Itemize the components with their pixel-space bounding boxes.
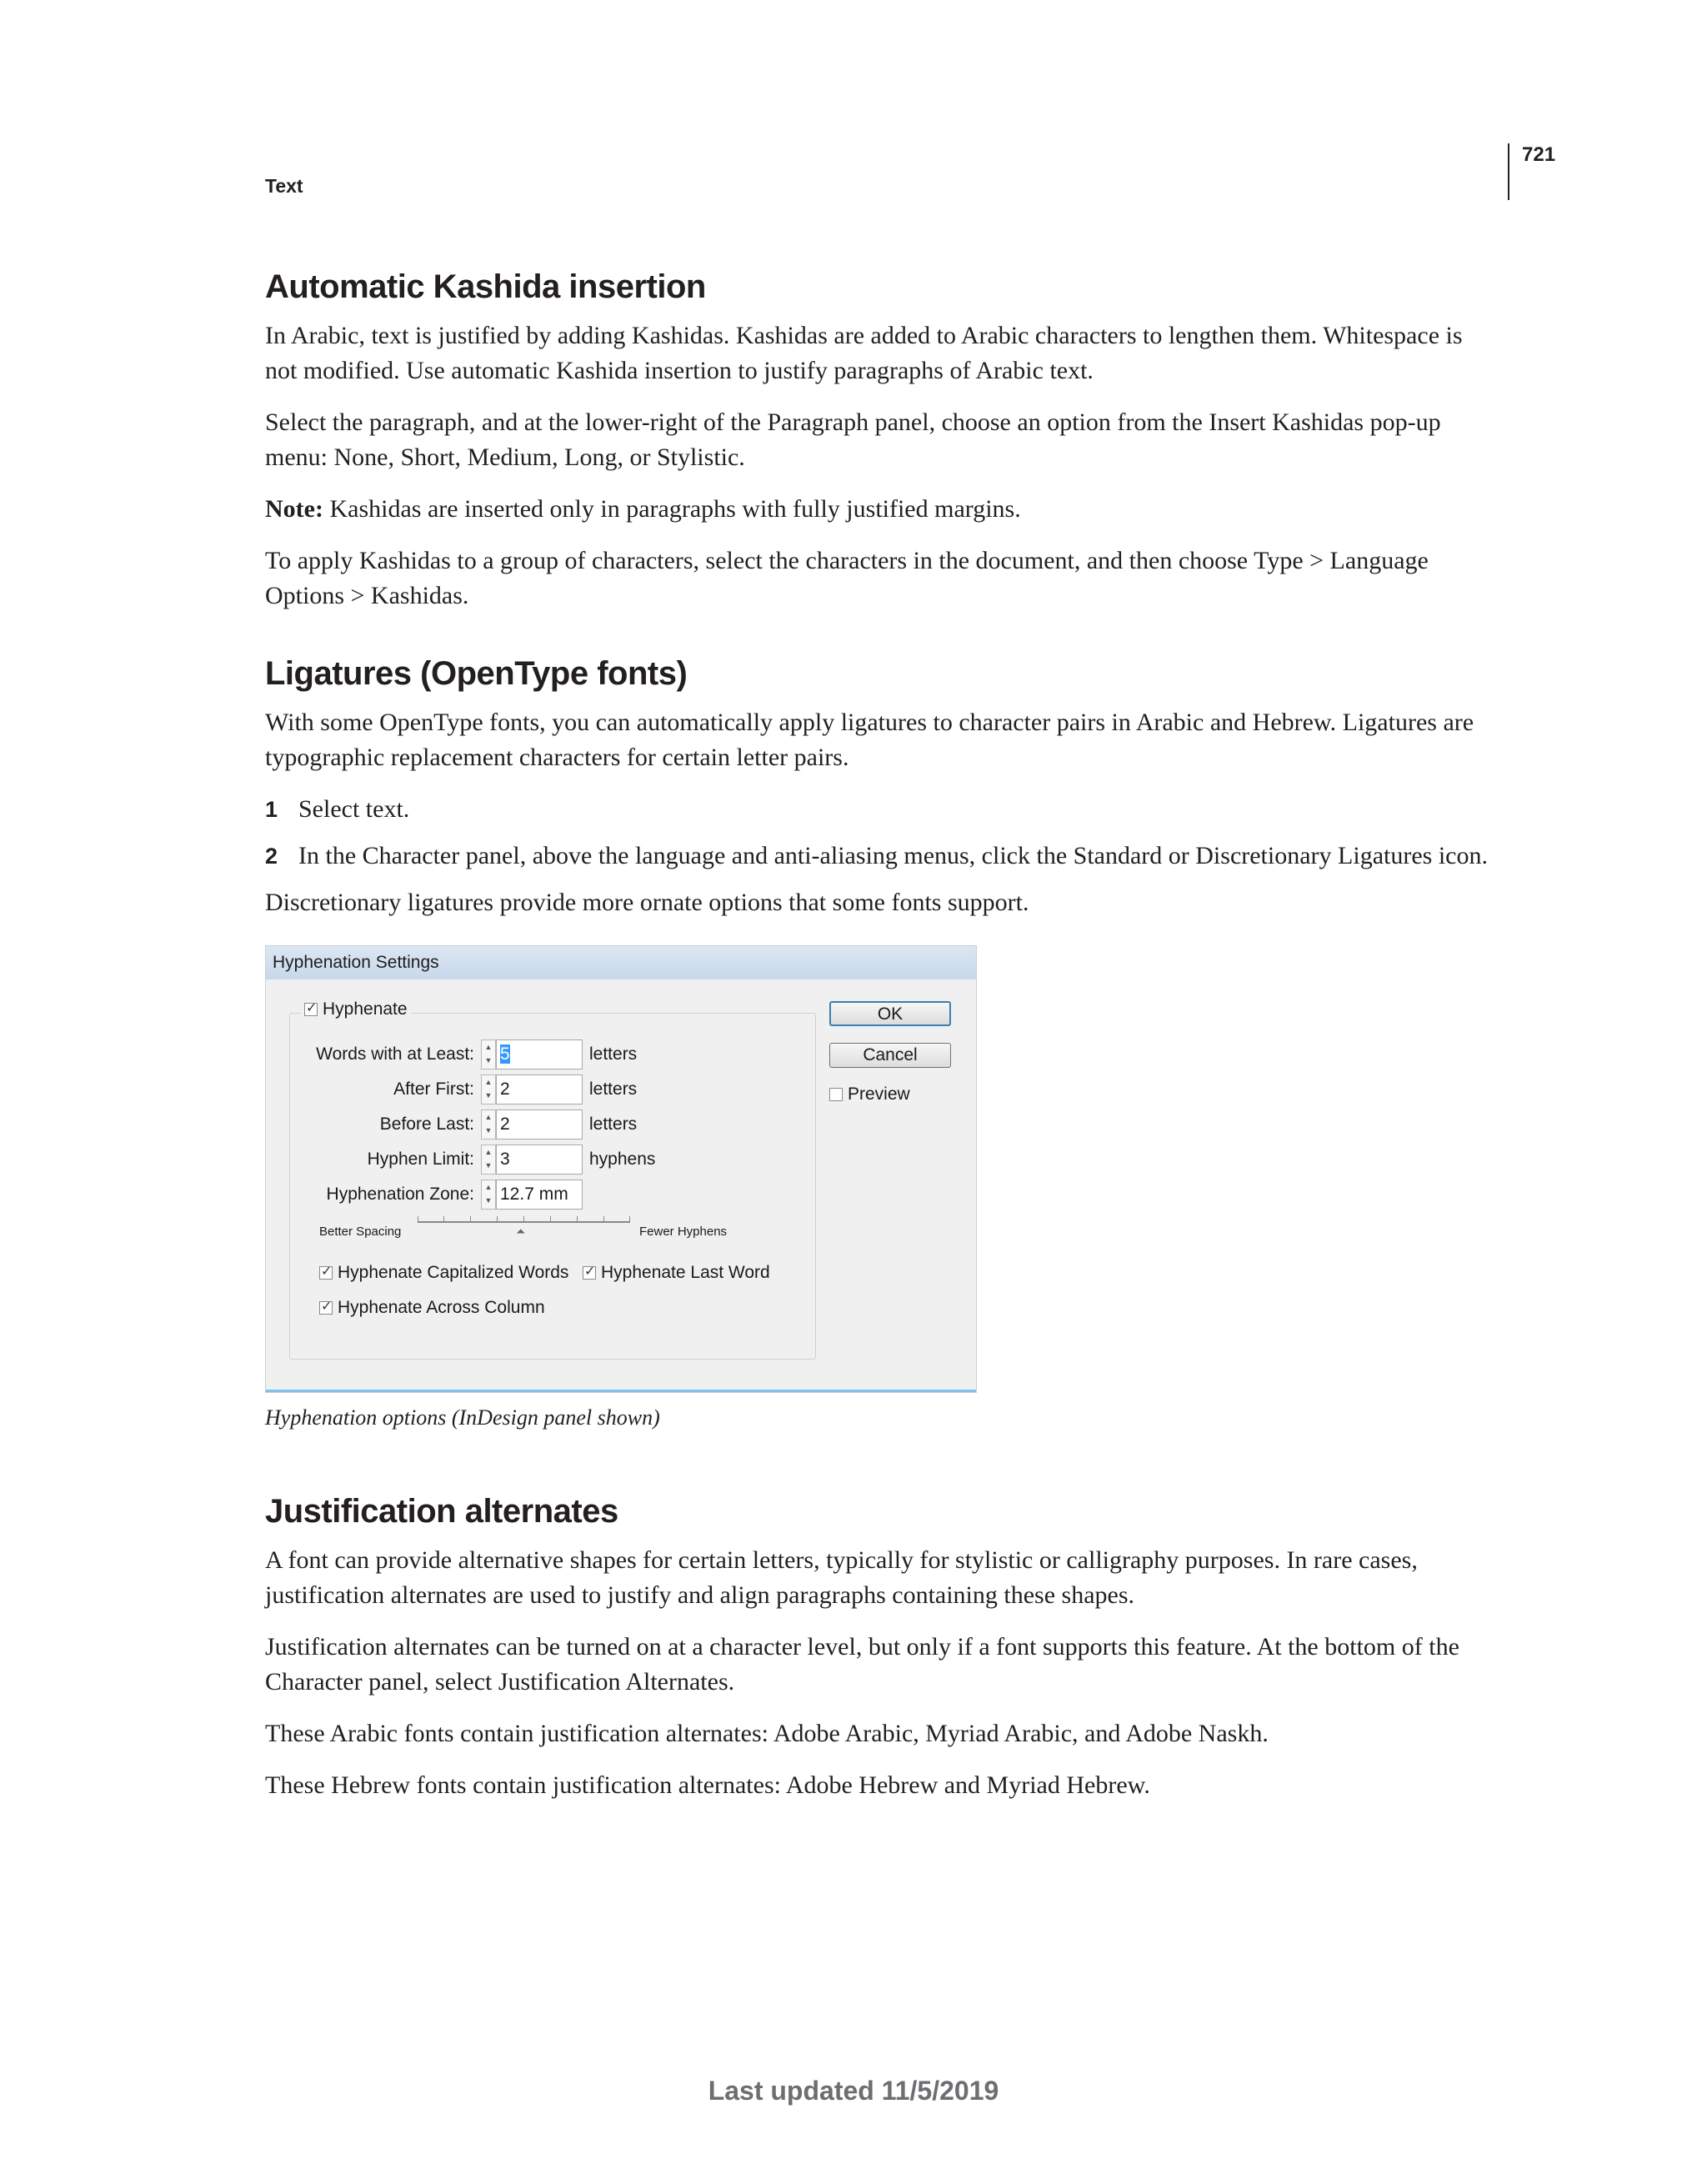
running-head: Text [265,175,303,197]
last-word-checkbox-row[interactable] [583,1263,770,1283]
slider-thumb-icon[interactable]: ⏶ [516,1225,526,1238]
ok-button[interactable]: OK [829,1001,951,1026]
slider-tick [443,1216,444,1223]
preview-checkbox[interactable] [829,1088,843,1101]
hyphenate-checkbox[interactable] [304,1003,318,1016]
section-justification [265,1491,1499,1803]
hyphenation-zone-input[interactable]: 12.7 mm [496,1180,583,1210]
field-unit: hyphens [589,1150,656,1169]
step-number: 1 [265,797,278,822]
last-word-checkbox[interactable] [583,1266,596,1280]
spinner-arrows-icon[interactable]: ▲ ▼ [481,1110,496,1140]
field-label: Hyphen Limit: [367,1150,474,1169]
step-item [265,839,1499,874]
step-text: In the Character panel, above the language and anti-aliasing menus, click the Standard or Discretionary Ligatures icon. [298,842,1488,869]
section-kashida [265,267,1499,614]
step-number: 2 [265,844,278,869]
slider-left-label: Better Spacing [319,1225,402,1239]
slider-tick [523,1216,524,1223]
paragraph: Justification alternates can be turned on at a character level, but only if a font supports this feature. At the bottom of the Character panel, select Justification Alternates. [265,1633,1459,1696]
cancel-button[interactable]: Cancel [829,1043,951,1068]
figure-caption: Hyphenation options (InDesign panel shown) [265,1405,660,1430]
slider-tick [470,1216,471,1223]
hyphenate-label: Hyphenate [323,999,408,1019]
field-unit: letters [589,1079,638,1099]
field-unit: letters [589,1044,638,1064]
preview-label: Preview [848,1084,910,1104]
field-row-hyphen-limit [283,1145,655,1175]
page-number: 721 [1522,143,1556,166]
capitalized-words-label: Hyphenate Capitalized Words [338,1263,569,1282]
note-text: Kashidas are inserted only in paragraphs with fully justified margins. [323,495,1021,523]
field-unit: letters [589,1115,638,1134]
section-title: Automatic Kashida insertion [265,268,706,305]
capitalized-words-checkbox[interactable] [319,1266,333,1280]
last-updated-footer: Last updated 11/5/2019 [708,2076,999,2106]
field-label: After First: [393,1079,474,1099]
dialog-bottom-border [266,1390,976,1392]
section-ligatures [265,654,1499,1433]
paragraph: Discretionary ligatures provide more ornate options that some fonts support. [265,889,1029,916]
paragraph: A font can provide alternative shapes for certain letters, typically for stylistic or calligraphy purposes. In rare cases, justification alternates are used to justify and align paragraphs containing these shapes. [265,1546,1418,1609]
field-label: Hyphenation Zone: [326,1185,474,1204]
slider-tick [497,1216,498,1223]
slider-tick [629,1216,630,1223]
field-row-words-at-least [283,1039,637,1069]
capitalized-words-checkbox-row[interactable] [319,1263,568,1283]
field-row-hyphenation-zone [283,1180,583,1210]
field-label: Before Last: [379,1115,474,1134]
paragraph: To apply Kashidas to a group of characters, select the characters in the document, and then choose Type > Language Options > Kashidas. [265,547,1429,609]
spinner-arrows-icon[interactable]: ▲ ▼ [481,1180,496,1210]
section-title: Ligatures (OpenType fonts) [265,655,688,692]
after-first-input[interactable]: 2 [496,1074,583,1105]
words-at-least-input[interactable]: 5 [496,1039,583,1069]
page-number-rule [1508,143,1509,200]
across-column-checkbox-row[interactable] [319,1298,545,1318]
note-label: Note: [265,495,323,523]
spinner-arrows-icon[interactable]: ▲ ▼ [481,1145,496,1175]
before-last-input[interactable]: 2 [496,1110,583,1140]
last-word-label: Hyphenate Last Word [601,1263,770,1282]
section-title: Justification alternates [265,1493,618,1530]
slider-right-label: Fewer Hyphens [639,1225,728,1239]
hyphenation-settings-dialog [265,945,977,1393]
step-text: Select text. [298,795,410,823]
paragraph: These Arabic fonts contain justification alternates: Adobe Arabic, Myriad Arabic, and Adobe Naskh. [265,1720,1269,1747]
spinner-arrows-icon[interactable]: ▲ ▼ [481,1039,496,1069]
across-column-label: Hyphenate Across Column [338,1298,545,1317]
dialog-title: Hyphenation Settings [266,946,976,979]
spinner-arrows-icon[interactable]: ▲ ▼ [481,1074,496,1105]
field-row-before-last [283,1110,637,1140]
slider-tick [550,1216,551,1223]
field-label: Words with at Least: [316,1044,474,1064]
field-row-after-first [283,1074,637,1105]
paragraph: In Arabic, text is justified by adding Kashidas. Kashidas are added to Arabic characters to lengthen them. Whitespace is not modified. Use automatic Kashida insertion to justify paragraphs of Arabic text. [265,322,1463,384]
slider-tick [603,1216,604,1223]
paragraph: With some OpenType fonts, you can automatically apply ligatures to character pairs in Arabic and Hebrew. Ligatures are typographic replacement characters for certain letter pairs. [265,709,1474,771]
hyphenate-checkbox-row[interactable] [301,999,411,1019]
hyphen-limit-input[interactable]: 3 [496,1145,583,1175]
slider-tick [577,1216,578,1223]
paragraph: These Hebrew fonts contain justification alternates: Adobe Hebrew and Myriad Hebrew. [265,1771,1150,1799]
step-item [265,792,1499,827]
page-content [265,267,1499,1843]
across-column-checkbox[interactable] [319,1301,333,1315]
paragraph: Select the paragraph, and at the lower-right of the Paragraph panel, choose an option from the Insert Kashidas pop-up menu: None, Short, Medium, Long, or Stylistic. [265,408,1441,471]
note [265,492,1499,527]
preview-checkbox-row[interactable] [829,1084,910,1105]
